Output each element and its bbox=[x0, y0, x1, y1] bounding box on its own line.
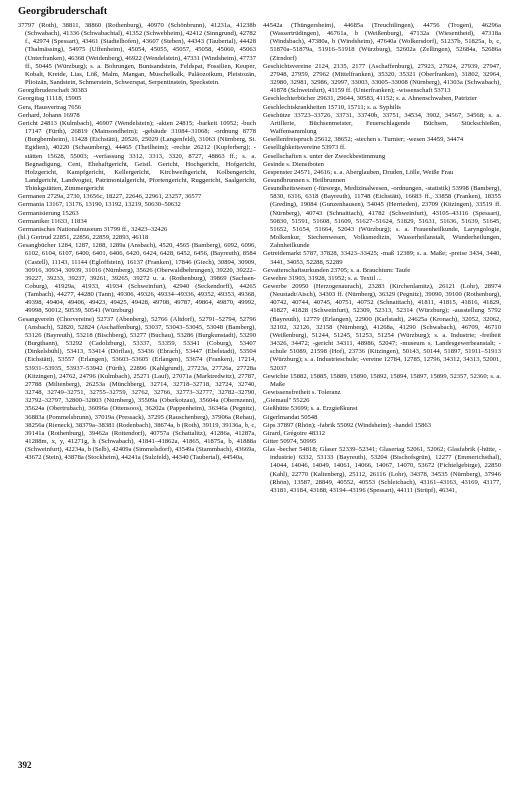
index-entry: Geschlechterbücher 29631, 29644, 30583, 41152; s. a. Ahnenschwaben, Patrizier bbox=[263, 95, 477, 103]
index-entry: Germanisches Nationalmuseum 31799 ff., 32423–32426 bbox=[18, 225, 168, 233]
index-entry: Gewehre 31903, 31928, 31952; s. a. Textil ... bbox=[263, 274, 382, 282]
index-entry: Georgitag 11118, 15905 bbox=[18, 95, 82, 103]
index-entry: Gera, Hausvertrag 7656 bbox=[18, 103, 82, 111]
index-entry: Gesangbücher 1284, 1287, 1288, 1289a (Ansbach), 4520, 4565 (Bamberg), 6092, 6096, 6102, 6104, 6107, 6400, 6401, 6406, 6420, 6424, 6428, 6452, 6456, (Bayreuth), 8584 (Castell), 11143, 11144 (Egloffstein), 16137 (Franken), 17846 (Giech), 30894, 30909, 30916, 30934, 30939, 31016 (Nürnberg), 35626 (Oberwaldbehrungen), 39220, 39222–39227, 39233, 39237, 39261, 39265, 39272 u. a. (Rothenburg), 39869 (Sachsen-Coburg), 41929a, 41933, 41934 (Schweinfurt), 42940 (Seckendorff), 44265 (Tambach), 44277, 44280 (Tann), 49306, 49326, 49334–49336, 49352, 49353, 49368, 49398, 49404, 49406, 49423, 49425, 49428, 49708, 49787, 49864, 49870, 49992, 49998, 50012, 50539, 50541 (Würzburg) bbox=[18, 242, 256, 315]
index-entry: Gießhütte 53699; s. a. Erzgießkunst bbox=[263, 405, 358, 413]
index-entry: Gesinde s. Dienstboten bbox=[263, 160, 324, 168]
index-entry: Germaniker 11633, 11834 bbox=[18, 217, 87, 225]
index-entry: Geschütze 33723–33726, 33731, 33740b, 33751, 34534, 3902, 34567, 34568; s. a. Artillerie, Büchsenmeister, Feuerschlagende Büchsen, Stückschießen, Waffensammlung bbox=[263, 111, 501, 136]
index-entry: Germania 13167, 13176, 13190, 13192, 13219, 50630–50632 bbox=[18, 201, 181, 209]
index-column-left bbox=[18, 22, 256, 462]
index-entry: Gitter 50974, 50995 bbox=[263, 437, 317, 445]
index-entry: Gesellenfreispruch 25612, 38652; -stechen s. Turnier; -wesen 34459, 34474 bbox=[263, 136, 464, 144]
index-entry: Gesellighkeitsvereine 53973 ff. bbox=[263, 144, 346, 152]
index-entry: Gevatterschaftsurkunden 23705; s. a. Brauchtum: Taufe bbox=[263, 266, 411, 274]
index-column-right bbox=[263, 22, 501, 495]
page-number: 392 bbox=[18, 760, 32, 770]
index-entry: Gerhard, Johann 16978 bbox=[18, 111, 80, 119]
index-entry: Gesundheitswesen (-fürsorge, Medizinalwesen, -ordnungen, -statistik) 53998 (Bamberg), 5830, 6316, 6318 (Bayreuth), 11748 (Eichstätt), 16683 ff., 33858 (Franken), 18355 (Greding), 19084 (Gunzenhausen), 54045 (Herrieden), 23709 (Kitzingen), 33519 ff. (Nürnberg), 40743 (Schnaittach), 41782 (Schweinfurt), 43105–43116 (Spessart), 50830, 51591, 51608, 51609, 51627–51624, 51829, 51631, 51636, 51639, 51645, 51652, 51654, 51664, 52043 (Würzburg); s. a. Frauenheilkunde, Laryngologie, Molkenkur, Siechenwesen, Volksmedizin, Wasserheilanstalt, Wunderheilungen, Zahnheilkunde bbox=[263, 185, 501, 250]
index-entry: Gewerbe 20950 (Herzogenaurach), 23283 (Kirchenlamitz), 26121 (Lohr), 28974 (Neustadt/Aisch), 34303 ff. (Nürnberg), 36329 (Pegnitz), 39090, 39100 (Rothenburg), 40742, 40744, 40745, 40751, 40752 (Schnaittach), 41811, 41815, 41816, 41829, 41827, 41828 (Schweinfurt), 52309, 52313, 52314 (Würzburg); -ausstellung 5792 (Bayreuth), 12779 (Erlangen), 22900 (Karlstadt), 24625a (Kronach), 32052, 32062, 32102, 32126, 32158 (Nürnberg), 41268a, 41290 (Schwabach), 46709, 46710 (Weißenburg), 51244, 51245, 51253, 51254 (Würzburg); s. a. Industrie; -freiheit 34326, 34472; -gericht 34311, 48986, 52047; -museum s. Landesgewerbeanstalt; -schule 51089, 21598 (Hof), 23736 (Kitzingen), 50143, 50144, 51897, 51911–51913 (Würzburg); s. a. Industrieschule; -vereine 12784, 12785, 12796, 34312, 34313, 52001, 52037 bbox=[263, 283, 501, 372]
index-entry: 37797 (Roth), 38811, 38860 (Rothenburg), 40970 (Schönbrunn), 41231a, 41238b (Schwabach), 41336 (Schwabachtal), 41352 (Schwebheim), 42412 (Sinngrund), 42782 f., 42974 (Spessart), 43461 (Stadtelhofen), 43607 (Steben), 44343 (Taubertal), 44428 (Thalmässing), 54975 (Uffenheim), 45054, 45055, 45057, 45058, 45060, 45063 (Unterfranken), 46368 (Weidenberg), 46922 (Wendelstein), 47331 (Windsheim), 47737 ff., 50445 (Würzburg); s. a. Bohrungen, Buntsandstein, Feldspat, Fossilien, Keuper, Kobalt, Kreide, Lias, Löß, Malm, Mangan, Muschelkalk, Paläozoikum, Pleistozän, Plioizän, Sandstein, Schmerstein, Schwerspat, Serpentinstein, Speckstein. bbox=[18, 22, 256, 87]
index-entry: Gericht 24813 (Kulmbach), 46907 (Wendelstein); -akten 24815; -barkeit 10952; -buch 17147 (Fürth), 26819 (Mainsondheim); -gebäude 31084–31068; -ordnung 8778 (Burgbernheim), 11428 (Eichstätt), 20526, 25029 (Langenfeld), 31063 (Nürnberg, St. Egidien), 40220 (Schaumberg), 44465 (Theilheim); -rechte 26212 (Kupferberg); -stätten 15628, 55003; -verfassung 3312, 3313, 3320, 8727, 48863 ff.; s. a. Begnadigung, Cent, Ehehaftgericht, Geistl. Gericht, Hochgericht, Hofgericht, Holzgericht, Kampfgericht, Kellergericht, Kirchweihgericht, Kolbengericht, Landgericht, Landvogtei, Patrimonialgericht, Pfortengericht, Ruggericht, Saalgericht, Thinkgstätten, Zimmergericht bbox=[18, 119, 256, 193]
index-entry: Gesellschaften s. unter der Zweckbestimmung bbox=[263, 152, 386, 160]
index-entry: Georgibruderschaft 30383 bbox=[18, 87, 88, 95]
index-entry: „Giemaul" 55226 bbox=[263, 397, 310, 405]
index-entry: 44542a (Thüngersheim), 44685a (Treuchtlingen), 44756 (Trogen), 46296a (Wassertrüdingen), 46761a, b (Weißenburg), 47132a (Wiesentheid), 47318a (Windsbach), 47380a, b (Windsheim), 47640a (Wolkersdorf), 51237b, 51825a, b, c, 51870a–51879a, 51916–51918 (Würzburg), 52602a (Zellingen), 52684a, 52686a (Zirndorf) bbox=[263, 22, 501, 62]
index-entry: Gewichte 15882, 15885, 15889, 15890, 15892, 15894, 15897, 15899, 52357, 52360; s. a. Maße bbox=[263, 372, 501, 388]
index-entry: Germanen 2729a, 2730, 13656c, 18227, 22646, 22961, 23257, 36577 bbox=[18, 193, 202, 201]
index-entry: Gips 37897 (Rhön); -fabrik 55092 (Windsheim); -handel 15863 bbox=[263, 421, 432, 429]
index-entry: Geschichtsvereine 2124, 2135, 2177 (Aschaffenburg), 27923, 27924, 27939, 27947, 27948, 27959, 27962 (Mittelfranken), 35320, 35321 (Oberfranken), 31802, 32964, 32980, 32981, 32986, 32997, 33003, 33005–33008 (Nürnberg), 41303a (Schwabach), 41878 (Schweinfurt), 41159 ff. (Unterfranken); -wissenschaft 53713 bbox=[263, 62, 501, 95]
index-entry: (hl.) Gertrud 22851, 22856, 22859, 22893, 46118 bbox=[18, 234, 149, 242]
index-entry: Girard, Grégoire 48312 bbox=[263, 429, 326, 437]
index-entry: Gewissensfreiheit s. Toleranz bbox=[263, 389, 341, 397]
index-entry: Gesangverein (Chorvereine) 52737 (Abenberg), 52766 (Altdorf), 52791–52794, 52796 (Ansbach), 52820, 52824 (Aschaffenburg), 53037, 53043–53045, 53048 (Bamberg), 53126 (Bayreuth), 53218 (Bischberg), 53277 (Buchau), 53286 (Burgkunstadt), 53290 (Burgthann), 53292 (Cadolzburg), 53337, 53359, 53341 (Coburg), 53407 (Dinkelsbühl), 53413, 53414 (Dörflas), 53436 (Ebrach), 53447 (Ebelstadt), 53504 (Eichstätt), 53557 (Erlangen), 53603–53605 (Erlangen), 53674 (Franken), 17214, 53931–53935, 53937–53942 (Fürth), 22896 (Kahlgrund), 27723a, 27726a, 27728a (Kitzingen), 24762, 24796 (Kulmbach), 25271 (Lauf), 27071a (Marktredwitz), 27787, 27788 (Miltenberg), 26253a (Münchberg), 32714, 32718–32718, 32724, 32740, 32748, 32749–32751, 32755–32759, 32762, 32766, 32773–32777, 32782–32790, 32792–32797, 32800–32803 (Nürnberg), 35509a (Oberkotzau), 35604a (Obernzenn), 35624a (Obertrubach), 36096a (Ottensoos), 36202a (Pappenheim), 36346a (Pegnitz), 36883a (Pommelsbrunn), 37019a (Pressack), 37295 (Rauschenberg), 37906a (Rehau), 38256a (Rieneck), 38379a–38381 (Rodenbach), 38674a, b (Roth), 39119, 39136a, b, c, 39141a (Rothenburg), 39462a (Rottendorf), 40757a (Schattalitz), 41286a, 41287a, 41288m, x, y, 41271g, h (Schwabach), 41841–41862a, 41865, 41875a, b, 41888a (Schweinfurt), 42234a, b (Selb), 42409a (Simmelsdorf), 43549a (Stammbach), 43669a, 43672 (Stein), 43878a (Stockheim), 44241a (Sulzfeld), 44340 (Taubertal), 44540a, bbox=[18, 315, 256, 462]
index-entry: Geschlechtskrankheiten 15710, 15711; s. a. Syphilis bbox=[263, 103, 401, 111]
running-title: Georgibruderschaft bbox=[18, 6, 108, 17]
index-entry: Gigerlmandat 50548 bbox=[263, 413, 318, 421]
index-entry: Germanisierung 15263 bbox=[18, 209, 79, 217]
index-entry: Glas -becher 54818; Glaser 52339–52341; Glasertag 52061, 52062; Glasfabrik (-hütte, -industrie) 6332, 53133 (Bayreuth), 53204 (Bischofsgrün), 12277 (Emmerichsthal), 14044, 14046, 14049, 14061, 14066, 14067, 14070, 53672 (Fichtelgebirge), 22850 (Kahl), 22770 (Kaltenberg), 25112, 26116 (Lohr), 34378, 34535 (Nürnberg), 37946 (Rhön), 13587, 28849, 40552, 40553 (Schleichach), 43161–43163, 43169, 43177, 43181, 43184, 43188, 43194–43196 (Spessart), 44111 (Strüpf), 46341, bbox=[263, 446, 501, 494]
index-entry: Gespenster 24571, 24616; s. a. Aberglauben, Druden, Lölle, Weiße Frau bbox=[263, 168, 454, 176]
index-entry: Getreidemarkt 5787, 37828, 33423–33425; -maß 12389; s. a. Maße; -preise 3434, 3440, 3441, 34053, 52288, 52289 bbox=[263, 250, 501, 266]
index-entry: Gesundbrunnen s. Heilbrunnen bbox=[263, 176, 346, 184]
